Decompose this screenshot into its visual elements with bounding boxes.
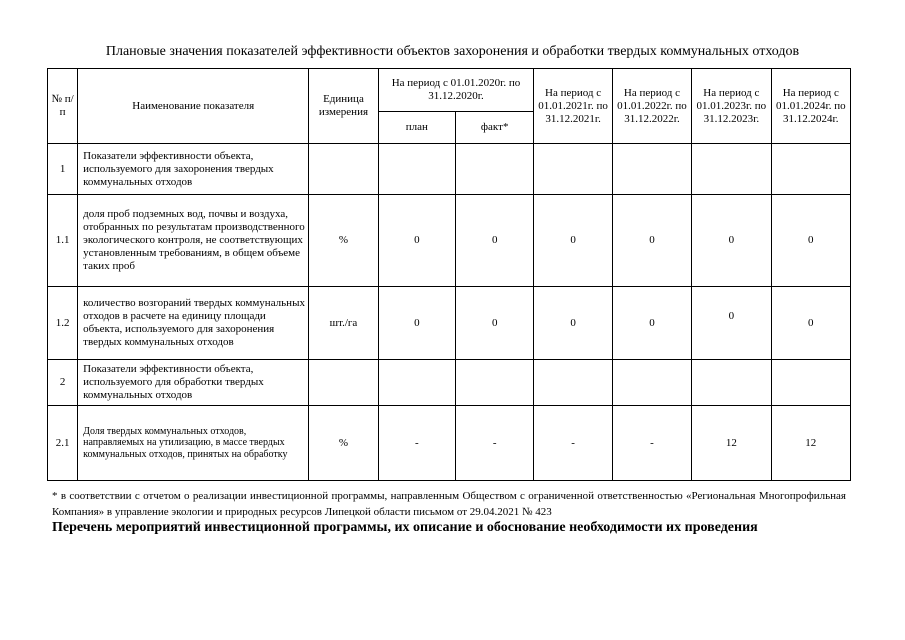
row-num: 1 bbox=[48, 144, 78, 195]
row-value-2021: - bbox=[534, 406, 612, 481]
header-period-2023: На период с 01.01.2023г. по 31.12.2023г. bbox=[692, 69, 771, 144]
row-name: количество возгораний твердых коммунальных отходов в расчете на единицу площади объекта, используемого для захоронения твердых коммунальных отходов bbox=[78, 287, 309, 360]
row-name: Показатели эффективности объекта, используемого для захоронения твердых коммунальных отходов bbox=[78, 144, 309, 195]
kpi-table bbox=[47, 68, 851, 481]
header-period-2022: На период с 01.01.2022г. по 31.12.2022г. bbox=[612, 69, 691, 144]
row-value-2023 bbox=[692, 360, 771, 406]
table-row bbox=[48, 360, 851, 406]
header-plan: план bbox=[378, 112, 455, 144]
table-row bbox=[48, 144, 851, 195]
header-period-2024: На период с 01.01.2024г. по 31.12.2024г. bbox=[771, 69, 850, 144]
row-value-2024: 12 bbox=[771, 406, 850, 481]
row-unit: % bbox=[309, 406, 378, 481]
row-value-2024 bbox=[771, 144, 850, 195]
row-value-2021 bbox=[534, 360, 612, 406]
row-fact-2020: - bbox=[456, 406, 534, 481]
row-unit bbox=[309, 360, 378, 406]
row-value-2021: 0 bbox=[534, 287, 612, 360]
table-row bbox=[48, 195, 851, 287]
row-unit: % bbox=[309, 195, 378, 287]
row-unit bbox=[309, 144, 378, 195]
row-plan-2020: 0 bbox=[378, 287, 455, 360]
row-value-2022: - bbox=[612, 406, 691, 481]
row-value-2022 bbox=[612, 144, 691, 195]
row-fact-2020 bbox=[456, 144, 534, 195]
row-value-2021 bbox=[534, 144, 612, 195]
row-value-2023 bbox=[692, 144, 771, 195]
row-fact-2020: 0 bbox=[456, 195, 534, 287]
row-value-2024: 0 bbox=[771, 287, 850, 360]
row-num: 2.1 bbox=[48, 406, 78, 481]
row-name: Показатели эффективности объекта, используемого для обработки твердых коммунальных отходов bbox=[78, 360, 309, 406]
row-num: 1.2 bbox=[48, 287, 78, 360]
row-value-2023: 0 bbox=[692, 287, 771, 360]
row-value-2021: 0 bbox=[534, 195, 612, 287]
header-period-2021: На период с 01.01.2021г. по 31.12.2021г. bbox=[534, 69, 612, 144]
row-fact-2020 bbox=[456, 360, 534, 406]
row-num: 2 bbox=[48, 360, 78, 406]
table-row bbox=[48, 406, 851, 481]
header-fact: факт* bbox=[456, 112, 534, 144]
footnote: * в соответствии с отчетом о реализации инвестиционной программы, направленным Обществом с ограниченной ответственностью «Региональная Многопрофильная Компания» в управление экологии и природных ресурсов Липецкой области письмом от 29.04.2021 № 423 bbox=[52, 490, 846, 518]
header-name: Наименование показателя bbox=[78, 69, 309, 144]
header-num: № п/п bbox=[48, 69, 78, 144]
header-unit: Единица измерения bbox=[309, 69, 378, 144]
table-row bbox=[48, 287, 851, 360]
row-value-2022: 0 bbox=[612, 195, 691, 287]
row-plan-2020 bbox=[378, 144, 455, 195]
row-fact-2020: 0 bbox=[456, 287, 534, 360]
page-title: Плановые значения показателей эффективности объектов захоронения и обработки твердых коммунальных отходов bbox=[105, 44, 800, 59]
row-name: доля проб подземных вод, почвы и воздуха, отобранных по результатам производственного экологического контроля, не соответствующих установленным требованиям, в общем объеме таких проб bbox=[78, 195, 309, 287]
row-plan-2020: - bbox=[378, 406, 455, 481]
row-value-2022 bbox=[612, 360, 691, 406]
row-value-2023: 12 bbox=[692, 406, 771, 481]
section-heading: Перечень мероприятий инвестиционной программы, их описание и обоснование необходимости их проведения bbox=[52, 520, 758, 535]
row-plan-2020 bbox=[378, 360, 455, 406]
row-value-2023: 0 bbox=[692, 195, 771, 287]
row-value-2022: 0 bbox=[612, 287, 691, 360]
header-row-1 bbox=[48, 69, 851, 112]
header-period-2020: На период с 01.01.2020г. по 31.12.2020г. bbox=[378, 69, 534, 112]
row-unit: шт./га bbox=[309, 287, 378, 360]
row-value-2024: 0 bbox=[771, 195, 850, 287]
row-num: 1.1 bbox=[48, 195, 78, 287]
row-value-2024 bbox=[771, 360, 850, 406]
row-name: Доля твердых коммунальных отходов, направляемых на утилизацию, в массе твердых коммунальных отходов, принятых на обработку bbox=[78, 406, 309, 481]
row-plan-2020: 0 bbox=[378, 195, 455, 287]
